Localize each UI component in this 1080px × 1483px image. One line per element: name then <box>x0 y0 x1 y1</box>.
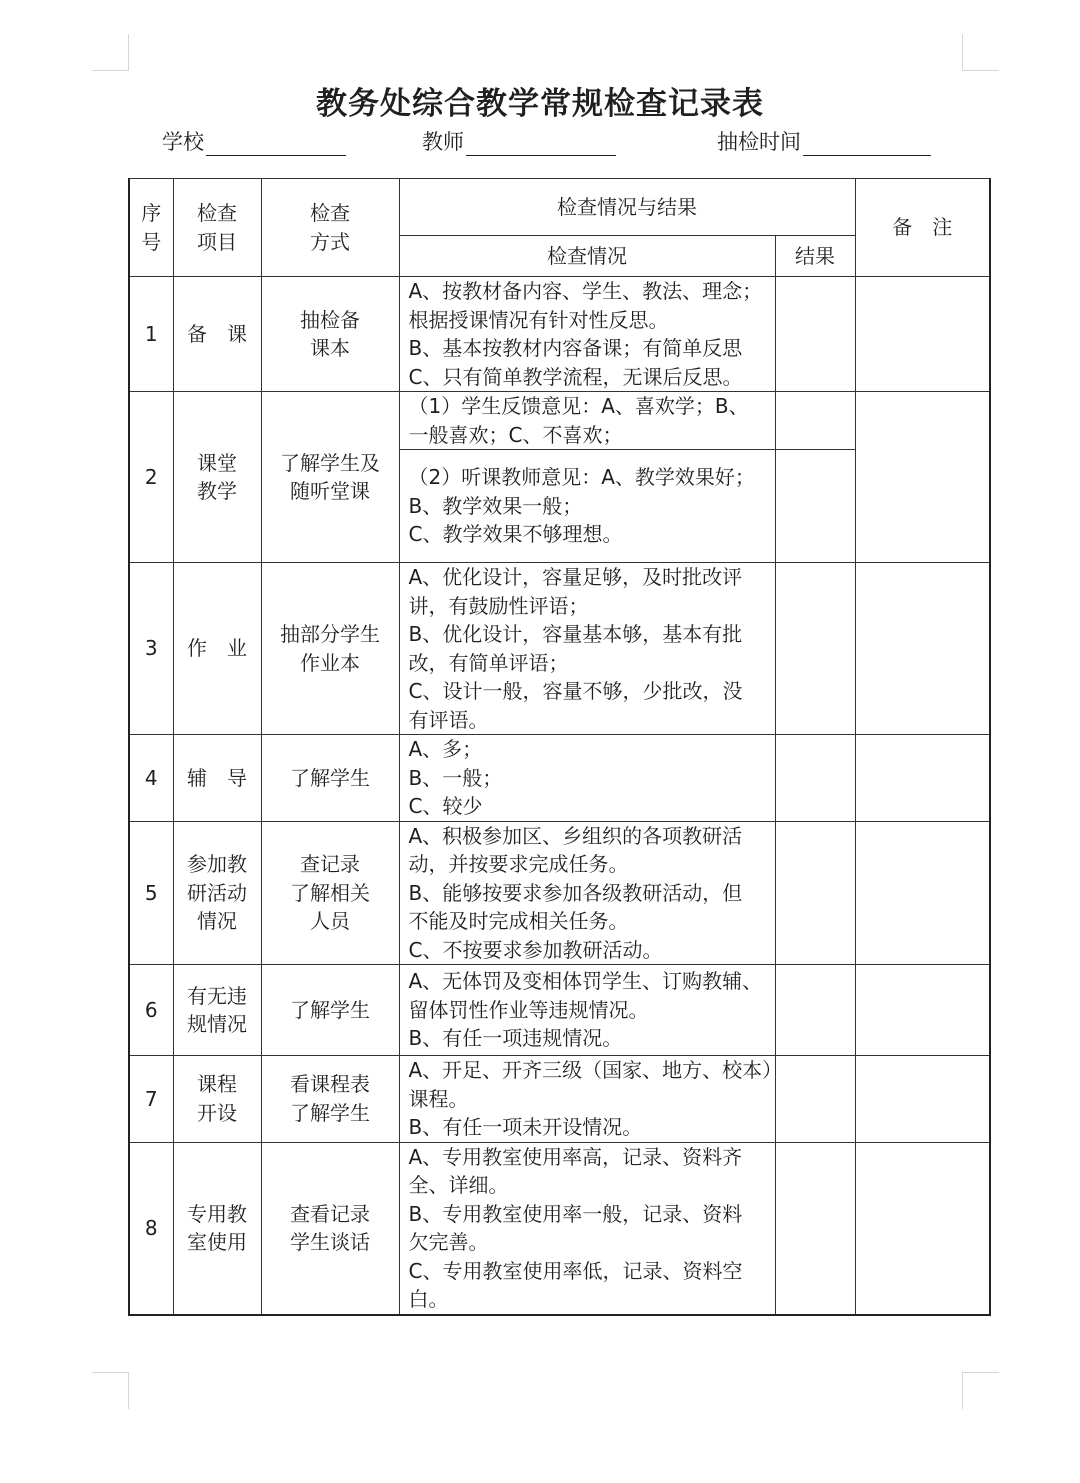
table-row <box>129 1142 990 1315</box>
header-method: 检查 方式 <box>261 179 399 277</box>
row-situation: A、按教材备内容、学生、教法、理念； 根据授课情况有针对性反思。 B、基本按教材内容备课；有简单反思 C、只有简单教学流程，无课后反思。 <box>399 277 775 392</box>
row-no: 7 <box>129 1056 173 1143</box>
table-row <box>129 277 990 392</box>
crop-mark-top-left <box>92 34 129 71</box>
row-method: 抽部分学生 作业本 <box>261 563 399 735</box>
teacher-label: 教师 <box>422 130 464 154</box>
row-remark-cell[interactable] <box>855 1056 990 1143</box>
row-item: 课程 开设 <box>173 1056 261 1143</box>
teacher-blank[interactable] <box>466 131 616 156</box>
row-item: 作 业 <box>173 563 261 735</box>
row-remark-cell[interactable] <box>855 965 990 1056</box>
row-no: 5 <box>129 821 173 965</box>
crop-mark-top-right <box>962 34 999 71</box>
row-result-cell[interactable] <box>775 563 855 735</box>
row-situation: A、专用教室使用率高，记录、资料齐 全、详细。 B、专用教室使用率一般，记录、资料 欠完善。 C、专用教室使用率低，记录、资料空 白。 <box>399 1142 775 1315</box>
row-remark-cell[interactable] <box>855 563 990 735</box>
row-item: 专用教 室使用 <box>173 1142 261 1315</box>
row-item: 辅 导 <box>173 735 261 822</box>
row-no: 1 <box>129 277 173 392</box>
crop-mark-bottom-left <box>92 1372 129 1409</box>
row-remark-cell[interactable] <box>855 821 990 965</box>
row-method: 抽检备 课本 <box>261 277 399 392</box>
table-row <box>129 965 990 1056</box>
row-remark-cell[interactable] <box>855 277 990 392</box>
row-result-cell[interactable] <box>775 450 855 563</box>
row-method: 查看记录 学生谈话 <box>261 1142 399 1315</box>
row-method: 了解学生 <box>261 965 399 1056</box>
header-group: 检查情况与结果 <box>399 179 855 236</box>
row-remark-cell[interactable] <box>855 392 990 563</box>
row-situation: A、无体罚及变相体罚学生、订购教辅、 留体罚性作业等违规情况。 B、有任一项违规情况。 <box>399 965 775 1056</box>
inspection-time-blank[interactable] <box>803 131 931 156</box>
header-no: 序 号 <box>129 179 173 277</box>
row-item: 备 课 <box>173 277 261 392</box>
table-row <box>129 1056 990 1143</box>
row-remark-cell[interactable] <box>855 735 990 822</box>
row-item: 参加教 研活动 情况 <box>173 821 261 965</box>
row-method: 了解学生及 随听堂课 <box>261 392 399 563</box>
header-remark: 备 注 <box>855 179 990 277</box>
row-item: 课堂 教学 <box>173 392 261 563</box>
row-result-cell[interactable] <box>775 392 855 450</box>
row-remark-cell[interactable] <box>855 1142 990 1315</box>
row-no: 3 <box>129 563 173 735</box>
header-item: 检查 项目 <box>173 179 261 277</box>
row-situation-teacher-feedback: （2）听课教师意见：A、教学效果好； B、教学效果一般； C、教学效果不够理想。 <box>399 450 775 563</box>
row-situation: A、多； B、一般； C、较少 <box>399 735 775 822</box>
school-blank[interactable] <box>206 131 346 156</box>
row-result-cell[interactable] <box>775 277 855 392</box>
table-row <box>129 735 990 822</box>
school-label: 学校 <box>162 130 204 154</box>
row-method: 看课程表 了解学生 <box>261 1056 399 1143</box>
row-no: 6 <box>129 965 173 1056</box>
row-result-cell[interactable] <box>775 1056 855 1143</box>
row-item: 有无违 规情况 <box>173 965 261 1056</box>
teacher-field <box>422 126 616 156</box>
inspection-time-field <box>717 126 931 156</box>
row-result-cell[interactable] <box>775 735 855 822</box>
row-situation-student-feedback: （1）学生反馈意见：A、喜欢学；B、 一般喜欢；C、不喜欢； <box>399 392 775 450</box>
row-method: 了解学生 <box>261 735 399 822</box>
inspection-table <box>128 178 991 1316</box>
table-row <box>129 392 990 450</box>
header-result: 结果 <box>775 236 855 277</box>
row-method: 查记录 了解相关 人员 <box>261 821 399 965</box>
row-no: 8 <box>129 1142 173 1315</box>
row-no: 4 <box>129 735 173 822</box>
row-situation: A、积极参加区、乡组织的各项教研活 动，并按要求完成任务。 B、能够按要求参加各级教研活动，但 不能及时完成相关任务。 C、不按要求参加教研活动。 <box>399 821 775 965</box>
row-situation: A、优化设计，容量足够，及时批改评 讲，有鼓励性评语； B、优化设计，容量基本够，基本有批 改，有简单评语； C、设计一般，容量不够，少批改，没 有评语。 <box>399 563 775 735</box>
table-row <box>129 563 990 735</box>
row-result-cell[interactable] <box>775 965 855 1056</box>
crop-mark-bottom-right <box>962 1372 999 1409</box>
header-situation: 检查情况 <box>399 236 775 277</box>
row-result-cell[interactable] <box>775 821 855 965</box>
table-row <box>129 821 990 965</box>
form-title: 教务处综合教学常规检查记录表 <box>316 86 764 122</box>
inspection-time-label: 抽检时间 <box>717 130 801 154</box>
row-no: 2 <box>129 392 173 563</box>
school-field <box>162 126 346 156</box>
row-result-cell[interactable] <box>775 1142 855 1315</box>
row-situation: A、开足、开齐三级（国家、地方、校本） 课程。 B、有任一项未开设情况。 <box>399 1056 775 1143</box>
